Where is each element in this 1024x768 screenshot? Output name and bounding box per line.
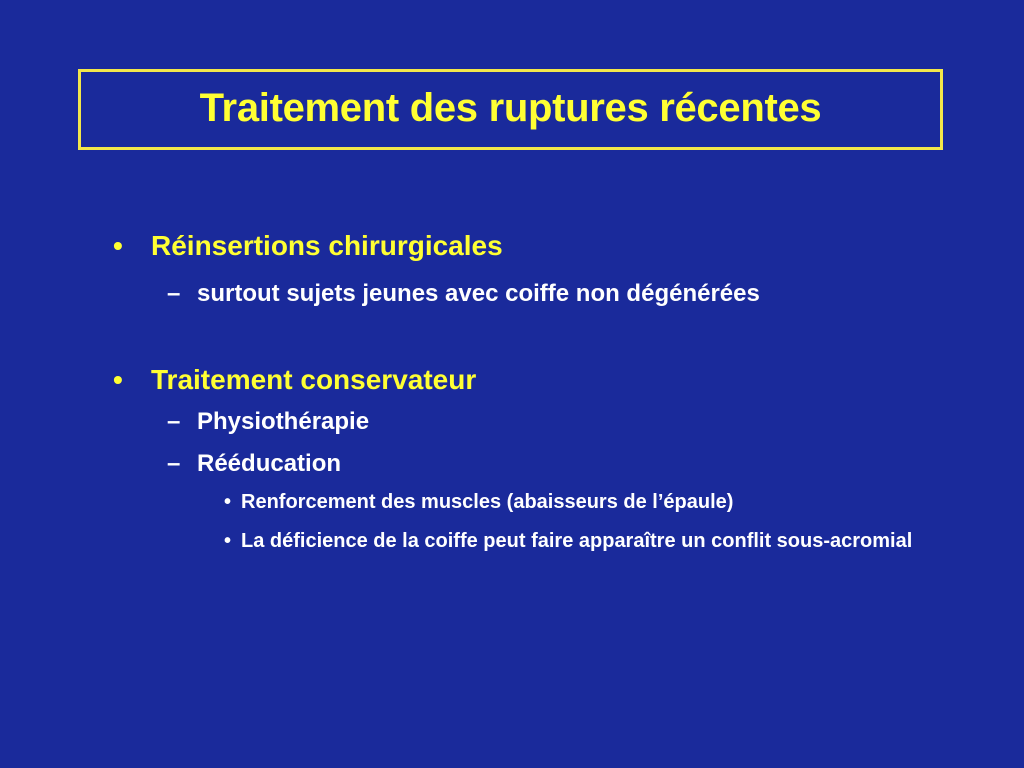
bullet-marker: • bbox=[224, 530, 232, 552]
sub-bullet-physiotherapie bbox=[167, 408, 369, 436]
slide-title-box bbox=[78, 69, 943, 150]
dash-marker: – bbox=[167, 280, 181, 307]
dash-marker: – bbox=[167, 450, 181, 477]
bullet-text: Traitement conservateur bbox=[151, 364, 477, 395]
bullet-marker: • bbox=[113, 364, 123, 395]
sub-sub-bullet-deficience bbox=[224, 527, 931, 555]
sub-bullet-text: Physiothérapie bbox=[197, 408, 370, 435]
sub-bullet-text: surtout sujets jeunes avec coiffe non dégénérées bbox=[197, 280, 760, 307]
bullet-text: Réinsertions chirurgicales bbox=[151, 230, 503, 261]
sub-bullet-reeducation bbox=[167, 450, 341, 478]
bullet-marker: • bbox=[224, 491, 232, 513]
bullet-traitement-conservateur bbox=[113, 364, 476, 396]
sub-bullet-text: Rééducation bbox=[197, 450, 342, 477]
bullet-marker: • bbox=[113, 230, 123, 261]
bullet-reinsertions bbox=[113, 230, 503, 262]
sub-bullet-surtout bbox=[167, 280, 760, 308]
dash-marker: – bbox=[167, 408, 181, 435]
sub-sub-bullet-text: Renforcement des muscles (abaisseurs de l’épaule) bbox=[241, 491, 734, 513]
sub-sub-bullet-text: La déficience de la coiffe peut faire apparaître un conflit sous-acromial bbox=[241, 530, 913, 552]
slide-title: Traitement des ruptures récentes bbox=[199, 86, 822, 130]
sub-sub-bullet-renforcement bbox=[224, 491, 733, 514]
